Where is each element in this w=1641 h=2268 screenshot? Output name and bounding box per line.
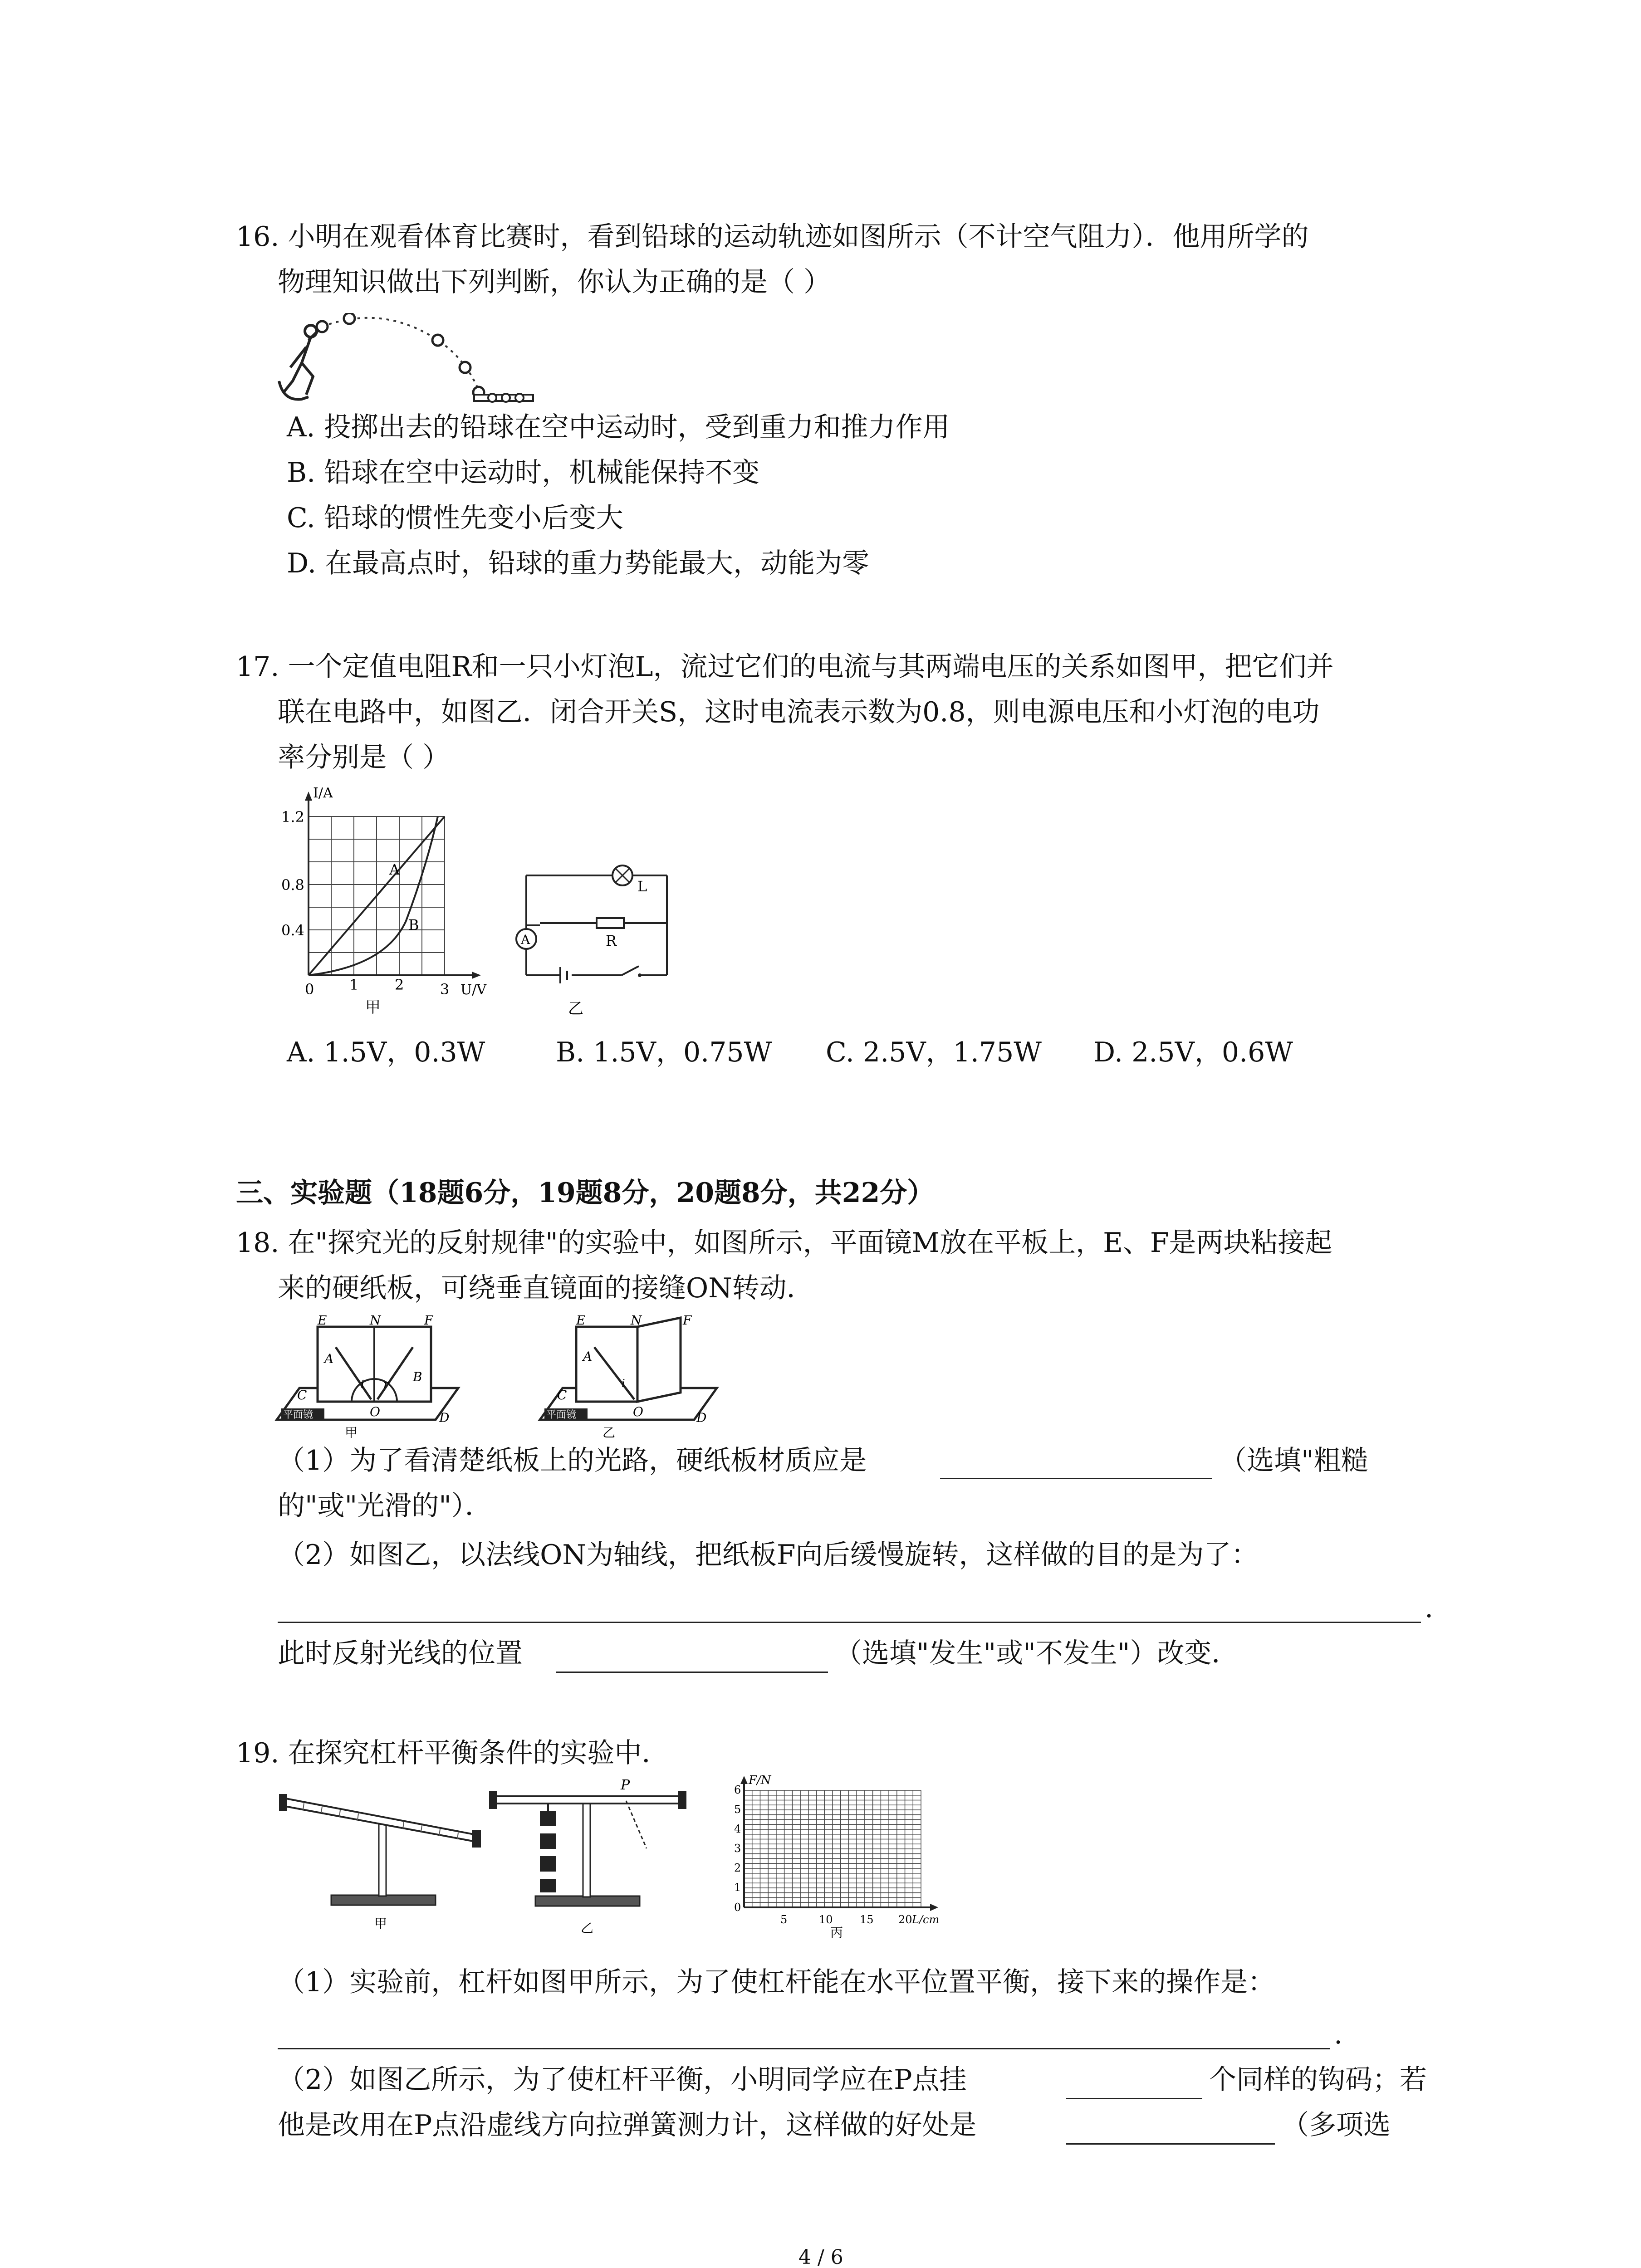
circuit-caption: 乙 — [568, 1000, 583, 1016]
label-a-a: A — [324, 1351, 334, 1366]
graph-ytick-0-4: 0.4 — [281, 922, 304, 939]
q17-option-a: A. 1.5V，0.3W — [287, 1036, 485, 1068]
q18-sub1-a: （1）为了看清楚纸板上的光路，硬纸板材质应是 — [278, 1445, 867, 1476]
q18-answer-blank-2[interactable] — [278, 1622, 1421, 1623]
label-d-a: D — [439, 1410, 450, 1425]
lever-b-caption: 乙 — [581, 1921, 594, 1936]
ammeter-label: A — [521, 932, 530, 947]
lever-a-caption: 甲 — [374, 1916, 387, 1931]
iu-graph — [281, 785, 517, 1021]
label-f-b: F — [683, 1315, 692, 1328]
reflection-figure-b — [535, 1315, 735, 1438]
graph-xtick-2: 2 — [395, 976, 404, 993]
q17-line1: 17. 一个定值电阻R和一只小灯泡L，流过它们的电流与其两端电压的关系如图甲，把它们并 — [236, 651, 1334, 683]
label-i-b: i — [622, 1377, 625, 1390]
grid-ytick-4: 4 — [734, 1823, 741, 1835]
q17-option-c: C. 2.5V，1.75W — [826, 1036, 1042, 1068]
q19-answer-blank-2[interactable] — [1066, 2098, 1202, 2099]
grid-xlabel: L/cm — [912, 1913, 940, 1926]
curve-b-label: B — [408, 916, 419, 934]
page-number: 4 / 6 — [798, 2246, 843, 2268]
shot-put-trajectory-figure — [274, 313, 538, 408]
q19-sub2-a: （2）如图乙所示，为了使杠杆平衡，小明同学应在P点挂 — [278, 2064, 967, 2096]
q18-line2: 来的硬纸板，可绕垂直镜面的接缝ON转动． — [278, 1272, 814, 1304]
label-d-b: D — [696, 1410, 707, 1425]
q16-option-c: C. 铅球的惯性先变小后变大 — [287, 502, 623, 534]
q19-sub2-b: 个同样的钩码；若 — [1209, 2064, 1427, 2096]
grid-ytick-6: 6 — [734, 1784, 741, 1796]
label-c-a: C — [297, 1388, 307, 1403]
label-o-a: O — [370, 1404, 380, 1419]
grid-caption: 丙 — [830, 1925, 843, 1939]
label-r-a: r — [383, 1378, 389, 1391]
grid-ytick-5: 5 — [734, 1803, 741, 1816]
grid-ytick-1: 1 — [734, 1881, 741, 1894]
q19-answer-blank-3[interactable] — [1066, 2143, 1275, 2145]
resistor-label: R — [606, 932, 617, 949]
label-e-a: E — [318, 1315, 327, 1328]
q18-answer-blank-3[interactable] — [556, 1672, 828, 1673]
mirror-label-a: 平面镜 — [283, 1409, 314, 1421]
fig-a-caption: 甲 — [345, 1425, 358, 1438]
q16-option-d: D. 在最高点时，铅球的重力势能最大，动能为零 — [287, 547, 870, 579]
point-p-label: P — [621, 1777, 630, 1793]
label-b-a: B — [413, 1369, 422, 1384]
q19-sub1-dot: . — [1334, 2019, 1343, 2050]
q18-sub1-b: （选填"粗糙 — [1220, 1445, 1368, 1476]
q19-sub2-d: （多项选 — [1282, 2109, 1391, 2141]
q16-option-b: B. 铅球在空中运动时，机械能保持不变 — [287, 457, 760, 489]
reflection-figure-a — [272, 1315, 481, 1438]
lamp-label: L — [637, 878, 647, 895]
q18-sub1-c: 的"或"光滑的"）． — [278, 1490, 492, 1522]
graph-xlabel: U/V — [460, 982, 487, 998]
grid-xtick-5: 5 — [780, 1913, 788, 1926]
q18-sub2-a: （2）如图乙，以法线ON为轴线，把纸板F向后缓慢旋转，这样做的目的是为了： — [278, 1539, 1259, 1571]
grid-ytick-2: 2 — [734, 1862, 741, 1874]
q19-sub2-c: 他是改用在P点沿虚线方向拉弹簧测力计，这样做的好处是 — [278, 2109, 977, 2141]
q17-line2: 联在电路中，如图乙．闭合开关S，这时电流表示数为0.8，则电源电压和小灯泡的电功 — [278, 696, 1320, 728]
q19-sub1-a: （1）实验前，杠杆如图甲所示，为了使杠杆能在水平位置平衡，接下来的操作是： — [278, 1966, 1275, 1998]
label-e-b: E — [576, 1315, 586, 1328]
q17-option-b: B. 1.5V，0.75W — [556, 1036, 772, 1068]
label-f-a: F — [424, 1315, 433, 1328]
q19-line1: 19. 在探究杠杆平衡条件的实验中． — [236, 1737, 669, 1769]
force-length-grid — [721, 1771, 948, 1939]
label-a-b: A — [583, 1349, 593, 1364]
graph-xtick-0: 0 — [305, 981, 314, 998]
mirror-label-b: 平面镜 — [546, 1409, 577, 1421]
graph-ylabel: I/A — [313, 785, 333, 801]
grid-ytick-0: 0 — [734, 1901, 741, 1914]
q16-option-a: A. 投掷出去的铅球在空中运动时，受到重力和推力作用 — [287, 411, 950, 443]
q18-sub2-dot: . — [1425, 1592, 1434, 1624]
q18-answer-blank-1[interactable] — [940, 1478, 1212, 1479]
label-i-a: i — [361, 1378, 364, 1391]
q17-option-d: D. 2.5V，0.6W — [1093, 1036, 1293, 1068]
label-n-b: N — [631, 1315, 642, 1328]
fig-b-caption: 乙 — [603, 1425, 616, 1438]
grid-ylabel: F/N — [749, 1774, 771, 1787]
label-c-b: C — [557, 1388, 567, 1403]
grid-xtick-15: 15 — [860, 1913, 874, 1926]
graph-xtick-3: 3 — [440, 981, 450, 998]
lever-figure-a — [277, 1778, 490, 1932]
graph-xtick-1: 1 — [349, 976, 359, 993]
label-o-b: O — [633, 1404, 643, 1419]
q19-answer-blank-1[interactable] — [278, 2048, 1330, 2049]
curve-a-label: A — [389, 861, 400, 878]
q16-line2: 物理知识做出下列判断，你认为正确的是（ ） — [278, 266, 831, 298]
section3-title: 三、实验题（18题6分，19题8分，20题8分，共22分） — [236, 1177, 935, 1209]
graph-caption: 甲 — [365, 998, 381, 1017]
graph-ytick-1-2: 1.2 — [281, 808, 304, 826]
graph-ytick-0-8: 0.8 — [281, 876, 304, 894]
q18-line1: 18. 在"探究光的反射规律"的实验中，如图所示，平面镜M放在平板上，E、F是两块粘接起 — [236, 1227, 1332, 1259]
lever-figure-b — [485, 1769, 699, 1937]
grid-xtick-20: 20 — [898, 1913, 912, 1926]
q18-sub2-b: 此时反射光线的位置 — [278, 1637, 523, 1669]
q16-line1: 16. 小明在观看体育比赛时，看到铅球的运动轨迹如图所示（不计空气阻力）．他用所学的 — [236, 221, 1309, 253]
grid-xtick-10: 10 — [819, 1913, 833, 1926]
label-n-a: N — [370, 1315, 381, 1328]
grid-ytick-3: 3 — [734, 1842, 741, 1855]
q17-line3: 率分别是（ ） — [278, 742, 450, 773]
circuit-diagram — [504, 844, 685, 1016]
q18-sub2-c: （选填"发生"或"不发生"）改变． — [835, 1637, 1239, 1669]
